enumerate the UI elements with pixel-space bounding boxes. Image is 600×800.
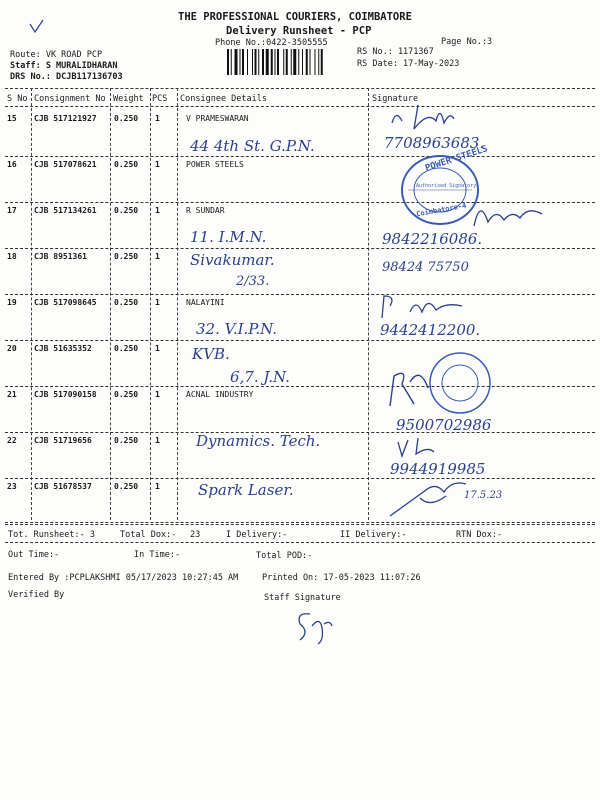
row-separator [5,524,595,525]
ii-delivery: II Delivery:- [340,530,407,540]
row-weight: 0.250 [114,482,139,491]
document-title: Delivery Runsheet - PCP [226,25,372,37]
handwritten-phone: 98424 75750 [382,260,469,275]
stamp-top-text: POWER STEELS [424,144,489,174]
col-divider [368,88,369,520]
row-weight: 0.250 [114,114,139,123]
col-consignee: Consignee Details [180,94,267,104]
row-consignee-name: ACNAL INDUSTRY [186,390,254,399]
stamp-middle-text: Authorised Signatory [416,183,477,189]
signature-scribble [376,292,496,322]
handwritten-address: 32. V.I.P.N. [196,320,278,338]
row-pcs: 1 [155,298,160,307]
rs-date: RS Date: 17-May-2023 [357,59,460,69]
signature-scribble [384,362,444,412]
row-pcs: 1 [155,252,160,261]
total-dox-value: 23 [190,530,201,540]
header-rule-bottom [5,106,595,107]
row-pcs: 1 [155,390,160,399]
row-weight: 0.250 [114,390,139,399]
row-consignee-name: V PRAMESWARAN [186,114,249,123]
row-sno: 18 [7,252,17,261]
i-delivery: I Delivery:- [226,530,288,540]
row-pcs: 1 [155,482,160,491]
total-dox-label: Total Dox:- [120,530,177,540]
row-separator [5,478,595,479]
handwritten-phone: 9500702986 [396,416,492,434]
pen-mark-icon [28,18,46,36]
row-sno: 20 [7,344,17,353]
row-weight: 0.250 [114,206,139,215]
row-sno: 15 [7,114,17,123]
handwritten-address: 44 4th St. G.P.N. [190,137,315,155]
row-sno: 16 [7,160,17,169]
handwritten-name: KVB. [192,345,230,363]
stamp-bottom-text: Coimbatore-4 [415,201,467,219]
row-weight: 0.250 [114,298,139,307]
signature-scribble [388,101,468,135]
handwritten-name: Sivakumar. [190,251,275,269]
row-sno: 22 [7,436,17,445]
signature-scribble [394,434,454,460]
row-consignment-number: CJB 517078621 [34,160,97,169]
handwritten-name: Spark Laser. [198,481,294,499]
handwritten-date: 17.5.23 [464,490,503,501]
row-consignment-number: CJB 8951361 [34,252,87,261]
handwritten-phone: 9842216086. [382,230,483,248]
footer-rule [5,522,595,523]
row-separator [5,156,595,157]
row-pcs: 1 [155,436,160,445]
page-number: Page No.:3 [441,37,493,47]
col-divider [31,88,32,520]
col-consignment: Consignment No [34,94,106,104]
row-pcs: 1 [155,206,160,215]
row-separator [5,340,595,341]
row-pcs: 1 [155,344,160,353]
col-divider [150,88,151,520]
entered-by: Entered By :PCPLAKSHMI 05/17/2023 10:27:45 AM [8,573,239,583]
footer-rule-2 [5,542,595,543]
header-rule-top [5,88,595,89]
row-consignment-number: CJB 51719656 [34,436,92,445]
rtn-dox: RTN Dox:- [456,530,503,540]
row-sno: 19 [7,298,17,307]
row-consignment-number: CJB 51635352 [34,344,92,353]
total-pod: Total POD:- [256,551,313,561]
row-separator [5,386,595,387]
handwritten-address: 6,7. J.N. [230,368,290,386]
col-weight: Weight [113,94,144,104]
row-consignment-number: CJB 517090158 [34,390,97,399]
handwritten-phone: 9442412200. [380,321,481,339]
row-weight: 0.250 [114,436,139,445]
verified-by: Verified By [8,590,65,600]
row-weight: 0.250 [114,252,139,261]
staff-name: Staff: S MURALIDHARAN [10,61,118,71]
col-signature: Signature [372,94,419,104]
row-sno: 17 [7,206,17,215]
staff-signature-scribble [290,606,336,646]
route: Route: VK ROAD PCP [10,50,103,60]
phone-number: Phone No.:0422-3505555 [215,38,328,48]
row-consignment-number: CJB 517098645 [34,298,97,307]
row-consignee-name: POWER STEELS [186,160,244,169]
out-time: Out Time:- [8,550,60,560]
handwritten-phone: 7708963683. [384,134,485,152]
row-pcs: 1 [155,114,160,123]
signature-scribble [470,196,550,232]
row-weight: 0.250 [114,344,139,353]
row-sno: 21 [7,390,17,399]
handwritten-phone: 9944919985 [390,460,486,478]
rs-number: RS No.: 1171367 [357,47,434,57]
barcode [227,49,351,75]
row-sno: 23 [7,482,17,491]
col-sno: S No [7,94,28,104]
in-time: In Time:- [134,550,181,560]
row-consignee-name: R SUNDAR [186,206,225,215]
printed-on: Printed On: 17-05-2023 11:07:26 [262,573,421,583]
row-consignment-number: CJB 517121927 [34,114,97,123]
row-separator [5,294,595,295]
row-weight: 0.250 [114,160,139,169]
company-name: THE PROFESSIONAL COURIERS, COIMBATORE [178,11,412,23]
row-pcs: 1 [155,160,160,169]
row-separator [5,248,595,249]
row-consignment-number: CJB 517134261 [34,206,97,215]
handwritten-number: 2/33. [236,274,270,289]
staff-signature-label: Staff Signature [264,593,341,603]
row-consignee-name: NALAYINI [186,298,225,307]
handwritten-name: Dynamics. Tech. [196,432,321,450]
drs-number: DRS No.: DCJB117136703 [10,72,123,82]
total-runsheet: Tot. Runsheet:- 3 [8,530,95,540]
col-divider [177,88,178,520]
col-divider [110,88,111,520]
row-consignment-number: CJB 51678537 [34,482,92,491]
handwritten-address: 11. I.M.N. [190,228,267,246]
col-pcs: PCS [152,94,168,104]
